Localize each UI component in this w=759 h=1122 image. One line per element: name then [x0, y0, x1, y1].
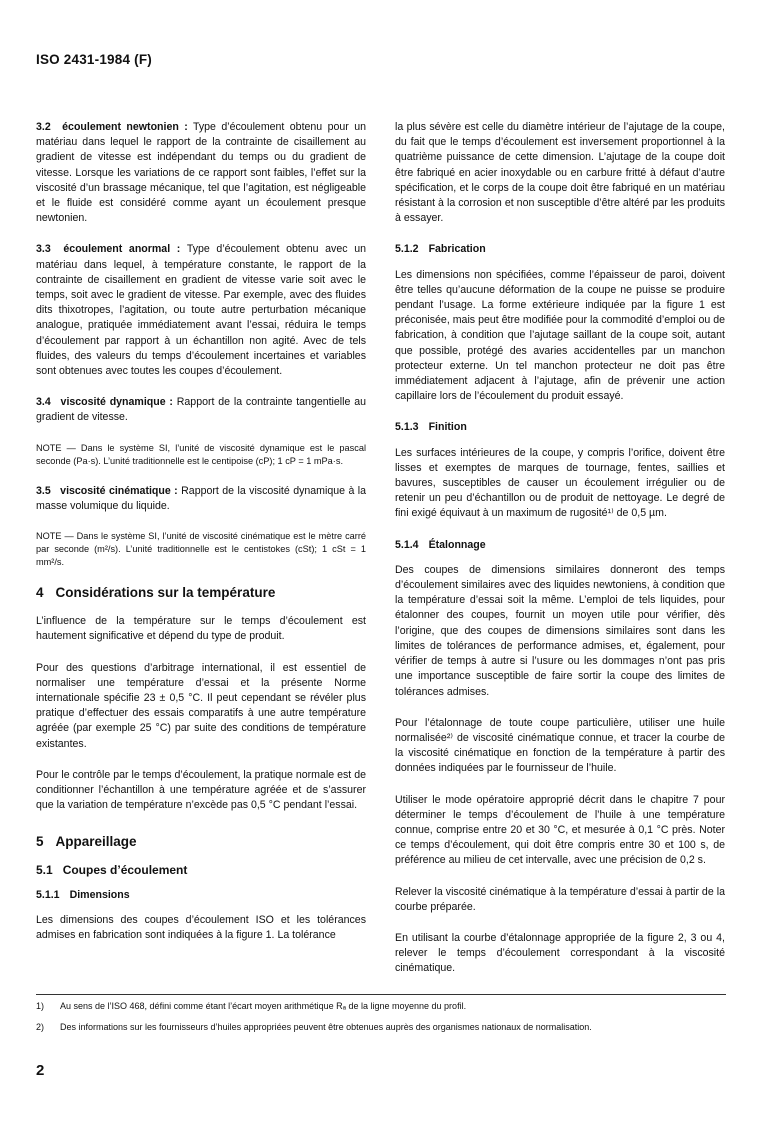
- paragraph: Relever la viscosité cinématique à la température d’essai à partir de la courbe préparée.: [395, 885, 725, 913]
- left-column: [36, 120, 366, 944]
- paragraph: la plus sévère est celle du diamètre intérieur de l’ajutage de la coupe, du fait que le temps d’écoulement est inversement proportionnel à la quatrième puissance de cette dimension. L’ajutage de la coupe doit être fabriqué en acier inoxydable ou en carbure fritté à défaut d’autre spécification, et le corps de la coupe doit être fabriqué en un matériau résistant à la corrosion et non susceptible d’être altéré par les produits à essayer.: [395, 121, 725, 225]
- heading-section-5: 5 Appareillage: [36, 833, 137, 849]
- heading-section-5-1-4: 5.1.4 Étalonnage: [395, 538, 486, 551]
- note-dynamic-viscosity: NOTE — Dans le système SI, l’unité de viscosité dynamique est le pascal seconde (Pa·s). L’unité traditionnelle est le centipoise (cP); 1 cP = 1 mPa·s.: [36, 442, 366, 466]
- paragraph: Les dimensions des coupes d’écoulement ISO et les tolérances admises en fabrication sont indiquées à la figure 1. La tolérance: [36, 914, 366, 942]
- footnote-2: 2) Des informations sur les fournisseurs d’huiles appropriées peuvent être obtenues auprès des organismes nationaux de normalisation.: [36, 1022, 592, 1032]
- note-kinematic-viscosity: NOTE — Dans le système SI, l’unité de viscosité cinématique est le mètre carré par seconde (m²/s). L’unité traditionnelle est le centistokes (cSt); 1 cSt = 1 mm²/s.: [36, 531, 366, 568]
- heading-section-5-1: 5.1 Coupes d’écoulement: [36, 862, 188, 877]
- definition-text: Rapport de la contrainte tangentielle au gradient de vitesse.: [36, 396, 366, 424]
- term: écoulement newtonien :: [62, 121, 188, 133]
- definition-text: Type d’écoulement obtenu avec un matériau dans lequel, à température constante, le rapport de la contrainte de cisaillement en gradient de vitesse varie soit avec le temps, soit avec le gradient de vitesse. Par exemple, avec des fluides dits thixotropes, l’agitation, ou toute autre perturbation mécanique analogue, pratiquée immédiatement avant l’essai, réduira le temps d’écoulement par rapport à un échantillon non agité. Avec de tels fluides, des valeurs du temps d’écoulement incertaines et variables sont obtenues avec toutes les coupes d’écoulement.: [36, 243, 366, 378]
- definition-3-5: [36, 484, 366, 514]
- definition-3-2: [36, 120, 366, 226]
- paragraph: Pour le contrôle par le temps d’écoulement, la pratique normale est de conditionner l’échantillon à une température agréée et de s’assurer que la variation de température n’excède pas 0,5 °C pendant l’essai.: [36, 768, 366, 812]
- heading-section-4: 4 Considérations sur la température: [36, 585, 276, 601]
- paragraph: Utiliser le mode opératoire approprié décrit dans le chapitre 7 pour déterminer le temps d’écoulement de l’huile à une température connue, comprise entre 20 et 30 °C, et mesurée à 0,1 °C près. Noter ce temps d’écoulement, qui doit être compris entre 30 et 100 s, de préférence au milieu de cet intervalle, avec une précision de 0,2 s.: [395, 793, 725, 867]
- definition-3-4: [36, 395, 366, 425]
- term: écoulement anormal :: [63, 243, 181, 256]
- footnote-1: 1) Au sens de l’ISO 468, défini comme étant l’écart moyen arithmétique Rₐ de la ligne moyenne du profil.: [36, 1001, 467, 1011]
- footnote-divider: [36, 994, 726, 995]
- page-number: 2: [36, 1062, 45, 1079]
- footnotes: [36, 1000, 726, 1042]
- definition-3-3: [36, 242, 366, 379]
- paragraph: L’influence de la température sur le temps d’écoulement est hautement significative et dépend du type de produit.: [36, 615, 366, 643]
- section-number: 3.5: [36, 484, 51, 497]
- paragraph: Des coupes de dimensions similaires donneront des temps d’écoulement similaires avec des liquides newtoniens, à condition que la température d’essai soit la même. L’emploi de tels liquides, pour étalonner des coupes, fournit un moyen utile pour vérifier, dès l’origine, que des coupes de dimensions similaires sont dans les limites de tolérances de performance admises, et, également, pour vérifier de temps à autre si l’usure ou les dommages n’ont pas pris une importance susceptible de faire sortir la coupe des limites de tolérances admises.: [395, 563, 725, 698]
- definition-text: Rapport de la viscosité dynamique à la masse volumique du liquide.: [36, 484, 367, 512]
- paragraph: Les dimensions non spécifiées, comme l’épaisseur de paroi, doivent être telles qu’aucune déformation de la coupe ne puisse se produire pendant l’usage. La forme extérieure indiquée par la figure 1 est préconisée, mais peut être modifiée pour la commodité d’emploi ou de fabrication, à condition que l’ajutage saillant de la coupe soit, autant que possible, protégé des avaries accidentelles par un manchon protecteur externe. Un tel manchon protecteur ne doit pas être immédiatement adjacent à l’ajutage, afin de prévenir une action capillaire lors de l’écoulement du produit essayé.: [395, 268, 725, 403]
- paragraph: Pour l’étalonnage de toute coupe particulière, utiliser une huile normalisée²⁾ de viscosité cinématique connue, et tracer la courbe de la viscosité cinématique en fonction de la température à partir des données indiquées par le fournisseur de l’huile.: [395, 716, 725, 775]
- definition-text: Type d’écoulement obtenu pour un matériau dans lequel le rapport de la contrainte de cisaillement au gradient de vitesse est indépendant du temps ou du gradient de vitesse. Lorsque les variations de ce rapport sont faibles, l’effet sur la viscosité d’un brassage mécanique, tel que l’agitation, est négligeable et le fluide est considéré comme ayant un écoulement presque newtonien.: [36, 121, 366, 225]
- paragraph: En utilisant la courbe d’étalonnage appropriée de la figure 2, 3 ou 4, relever le temps d’écoulement correspondant à la viscosité cinématique.: [395, 931, 725, 975]
- heading-section-5-1-2: 5.1.2 Fabrication: [395, 243, 486, 256]
- section-number: 3.4: [36, 396, 51, 409]
- heading-section-5-1-1: 5.1.1 Dimensions: [36, 888, 130, 901]
- term: viscosité cinématique :: [60, 484, 178, 497]
- paragraph: Les surfaces intérieures de la coupe, y compris l’orifice, doivent être lisses et exemptes de marques de tournage, fentes, saillies et bavures, susceptibles de causer un écoulement irrégulier ou de retenir un peu d’échantillon ou de produit de nettoyage. Le degré de fini exigé équivaut à un maximum de rugosité¹⁾ de 0,5 µm.: [395, 446, 725, 520]
- document-header: ISO 2431-1984 (F): [36, 52, 152, 67]
- term: viscosité dynamique :: [60, 396, 173, 409]
- right-column: [395, 120, 725, 977]
- section-number: 3.2: [36, 121, 51, 133]
- paragraph: Pour des questions d’arbitrage international, il est essentiel de normaliser une température d’essai et la présente Norme internationale spécifie 23 ± 0,5 °C. Il peut cependant se révéler plus pratique d’effectuer des essais comparatifs à une autre température agréée (par exemple 25 °C) par suite des conditions de température existantes.: [36, 661, 366, 750]
- heading-section-5-1-3: 5.1.3 Finition: [395, 421, 467, 434]
- section-number: 3.3: [36, 243, 51, 256]
